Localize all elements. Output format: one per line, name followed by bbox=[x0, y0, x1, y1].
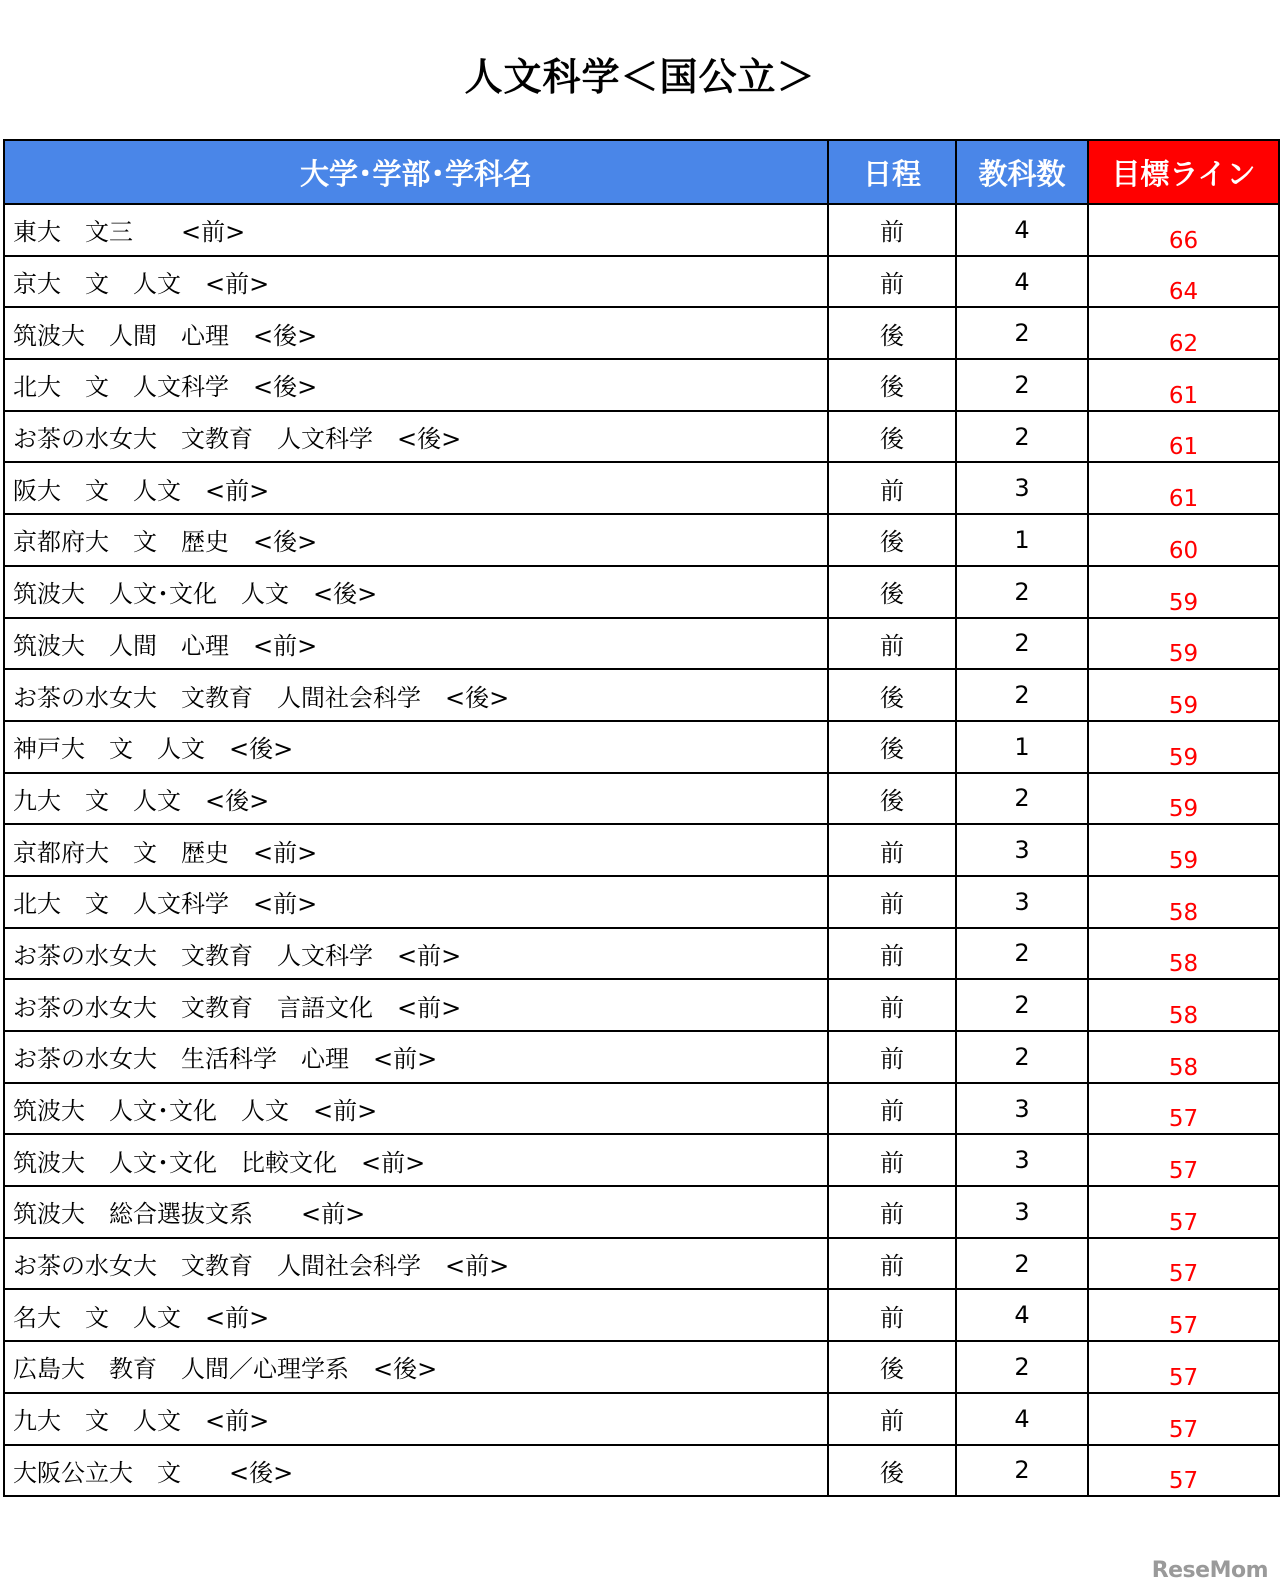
cell-subjects: 1 bbox=[956, 514, 1088, 566]
cell-subjects: 3 bbox=[956, 1186, 1088, 1238]
cell-target: 59 bbox=[1088, 566, 1279, 618]
cell-subjects: 2 bbox=[956, 566, 1088, 618]
cell-subjects: 3 bbox=[956, 824, 1088, 876]
cell-name: 筑波大 人文･文化 人文 <後> bbox=[4, 566, 828, 618]
table-row bbox=[4, 669, 1279, 721]
cell-schedule: 前 bbox=[828, 1186, 956, 1238]
cell-target: 66 bbox=[1088, 204, 1279, 256]
cell-name: 九大 文 人文 <後> bbox=[4, 773, 828, 825]
table-body bbox=[4, 204, 1279, 1496]
table-row bbox=[4, 928, 1279, 980]
cell-name: 名大 文 人文 <前> bbox=[4, 1289, 828, 1341]
table-row bbox=[4, 1031, 1279, 1083]
table-row bbox=[4, 979, 1279, 1031]
cell-target: 57 bbox=[1088, 1083, 1279, 1135]
cell-subjects: 2 bbox=[956, 669, 1088, 721]
table-row bbox=[4, 773, 1279, 825]
table-row bbox=[4, 1238, 1279, 1290]
header-name: 大学･学部･学科名 bbox=[4, 140, 828, 204]
cell-name: 筑波大 総合選抜文系 <前> bbox=[4, 1186, 828, 1238]
table-row bbox=[4, 566, 1279, 618]
cell-schedule: 後 bbox=[828, 669, 956, 721]
cell-target: 57 bbox=[1088, 1393, 1279, 1445]
cell-name: 京都府大 文 歴史 <前> bbox=[4, 824, 828, 876]
cell-schedule: 前 bbox=[828, 1031, 956, 1083]
cell-name: 大阪公立大 文 <後> bbox=[4, 1445, 828, 1497]
table-row bbox=[4, 411, 1279, 463]
cell-subjects: 2 bbox=[956, 1238, 1088, 1290]
cell-name: お茶の水女大 文教育 人間社会科学 <前> bbox=[4, 1238, 828, 1290]
cell-subjects: 2 bbox=[956, 359, 1088, 411]
cell-target: 64 bbox=[1088, 256, 1279, 308]
table-header-row bbox=[4, 140, 1279, 204]
cell-schedule: 後 bbox=[828, 773, 956, 825]
cell-target: 57 bbox=[1088, 1289, 1279, 1341]
cell-schedule: 後 bbox=[828, 1445, 956, 1497]
cell-target: 62 bbox=[1088, 307, 1279, 359]
cell-subjects: 2 bbox=[956, 307, 1088, 359]
table-row bbox=[4, 204, 1279, 256]
ranking-table bbox=[3, 139, 1280, 1497]
cell-subjects: 4 bbox=[956, 1289, 1088, 1341]
cell-subjects: 2 bbox=[956, 411, 1088, 463]
cell-target: 58 bbox=[1088, 928, 1279, 980]
cell-name: お茶の水女大 文教育 人文科学 <前> bbox=[4, 928, 828, 980]
cell-schedule: 前 bbox=[828, 1083, 956, 1135]
cell-subjects: 4 bbox=[956, 1393, 1088, 1445]
cell-subjects: 2 bbox=[956, 928, 1088, 980]
cell-target: 59 bbox=[1088, 773, 1279, 825]
cell-subjects: 3 bbox=[956, 1083, 1088, 1135]
table-row bbox=[4, 1083, 1279, 1135]
cell-schedule: 前 bbox=[828, 876, 956, 928]
cell-subjects: 3 bbox=[956, 1134, 1088, 1186]
table-row bbox=[4, 721, 1279, 773]
cell-target: 59 bbox=[1088, 618, 1279, 670]
cell-schedule: 後 bbox=[828, 566, 956, 618]
table-row bbox=[4, 359, 1279, 411]
cell-name: 北大 文 人文科学 <後> bbox=[4, 359, 828, 411]
table-row bbox=[4, 1134, 1279, 1186]
cell-schedule: 前 bbox=[828, 256, 956, 308]
cell-name: 京都府大 文 歴史 <後> bbox=[4, 514, 828, 566]
table-row bbox=[4, 1445, 1279, 1497]
cell-schedule: 後 bbox=[828, 307, 956, 359]
table-row bbox=[4, 1393, 1279, 1445]
cell-subjects: 2 bbox=[956, 979, 1088, 1031]
cell-schedule: 前 bbox=[828, 824, 956, 876]
cell-subjects: 2 bbox=[956, 1341, 1088, 1393]
cell-schedule: 前 bbox=[828, 1238, 956, 1290]
page-title: 人文科学＜国公立＞ bbox=[464, 55, 816, 99]
table-row bbox=[4, 618, 1279, 670]
cell-schedule: 前 bbox=[828, 1289, 956, 1341]
cell-schedule: 前 bbox=[828, 928, 956, 980]
cell-target: 57 bbox=[1088, 1186, 1279, 1238]
cell-schedule: 後 bbox=[828, 359, 956, 411]
cell-name: 京大 文 人文 <前> bbox=[4, 256, 828, 308]
cell-target: 60 bbox=[1088, 514, 1279, 566]
table-row bbox=[4, 1289, 1279, 1341]
cell-name: お茶の水女大 文教育 言語文化 <前> bbox=[4, 979, 828, 1031]
cell-subjects: 3 bbox=[956, 462, 1088, 514]
header-schedule: 日程 bbox=[828, 140, 956, 204]
cell-schedule: 前 bbox=[828, 204, 956, 256]
cell-target: 57 bbox=[1088, 1238, 1279, 1290]
cell-subjects: 4 bbox=[956, 256, 1088, 308]
table-row bbox=[4, 307, 1279, 359]
cell-name: 筑波大 人間 心理 <後> bbox=[4, 307, 828, 359]
cell-schedule: 後 bbox=[828, 1341, 956, 1393]
cell-target: 59 bbox=[1088, 721, 1279, 773]
cell-schedule: 前 bbox=[828, 462, 956, 514]
cell-subjects: 4 bbox=[956, 204, 1088, 256]
cell-target: 59 bbox=[1088, 669, 1279, 721]
cell-target: 57 bbox=[1088, 1445, 1279, 1497]
table-row bbox=[4, 824, 1279, 876]
cell-name: お茶の水女大 生活科学 心理 <前> bbox=[4, 1031, 828, 1083]
cell-subjects: 2 bbox=[956, 1445, 1088, 1497]
cell-target: 57 bbox=[1088, 1341, 1279, 1393]
table-row bbox=[4, 462, 1279, 514]
cell-target: 61 bbox=[1088, 462, 1279, 514]
cell-schedule: 前 bbox=[828, 1393, 956, 1445]
cell-schedule: 前 bbox=[828, 618, 956, 670]
cell-target: 58 bbox=[1088, 1031, 1279, 1083]
table-row bbox=[4, 1341, 1279, 1393]
table-row bbox=[4, 876, 1279, 928]
cell-name: 広島大 教育 人間／心理学系 <後> bbox=[4, 1341, 828, 1393]
cell-schedule: 後 bbox=[828, 411, 956, 463]
cell-target: 57 bbox=[1088, 1134, 1279, 1186]
table-row bbox=[4, 514, 1279, 566]
cell-name: 神戸大 文 人文 <後> bbox=[4, 721, 828, 773]
cell-subjects: 2 bbox=[956, 618, 1088, 670]
cell-name: 九大 文 人文 <前> bbox=[4, 1393, 828, 1445]
cell-schedule: 前 bbox=[828, 979, 956, 1031]
resemom-logo: ReseMom bbox=[1151, 1558, 1268, 1583]
header-subjects: 教科数 bbox=[956, 140, 1088, 204]
cell-target: 61 bbox=[1088, 411, 1279, 463]
header-target: 目標ライン bbox=[1088, 140, 1279, 204]
cell-target: 59 bbox=[1088, 824, 1279, 876]
cell-subjects: 2 bbox=[956, 773, 1088, 825]
cell-name: 筑波大 人文･文化 比較文化 <前> bbox=[4, 1134, 828, 1186]
cell-name: 東大 文三 <前> bbox=[4, 204, 828, 256]
cell-subjects: 1 bbox=[956, 721, 1088, 773]
cell-name: 阪大 文 人文 <前> bbox=[4, 462, 828, 514]
cell-subjects: 3 bbox=[956, 876, 1088, 928]
cell-name: お茶の水女大 文教育 人文科学 <後> bbox=[4, 411, 828, 463]
cell-name: お茶の水女大 文教育 人間社会科学 <後> bbox=[4, 669, 828, 721]
cell-target: 58 bbox=[1088, 876, 1279, 928]
cell-target: 58 bbox=[1088, 979, 1279, 1031]
cell-target: 61 bbox=[1088, 359, 1279, 411]
cell-name: 筑波大 人間 心理 <前> bbox=[4, 618, 828, 670]
cell-name: 筑波大 人文･文化 人文 <前> bbox=[4, 1083, 828, 1135]
cell-schedule: 後 bbox=[828, 721, 956, 773]
cell-schedule: 後 bbox=[828, 514, 956, 566]
cell-subjects: 2 bbox=[956, 1031, 1088, 1083]
cell-name: 北大 文 人文科学 <前> bbox=[4, 876, 828, 928]
table-row bbox=[4, 256, 1279, 308]
table-row bbox=[4, 1186, 1279, 1238]
cell-schedule: 前 bbox=[828, 1134, 956, 1186]
